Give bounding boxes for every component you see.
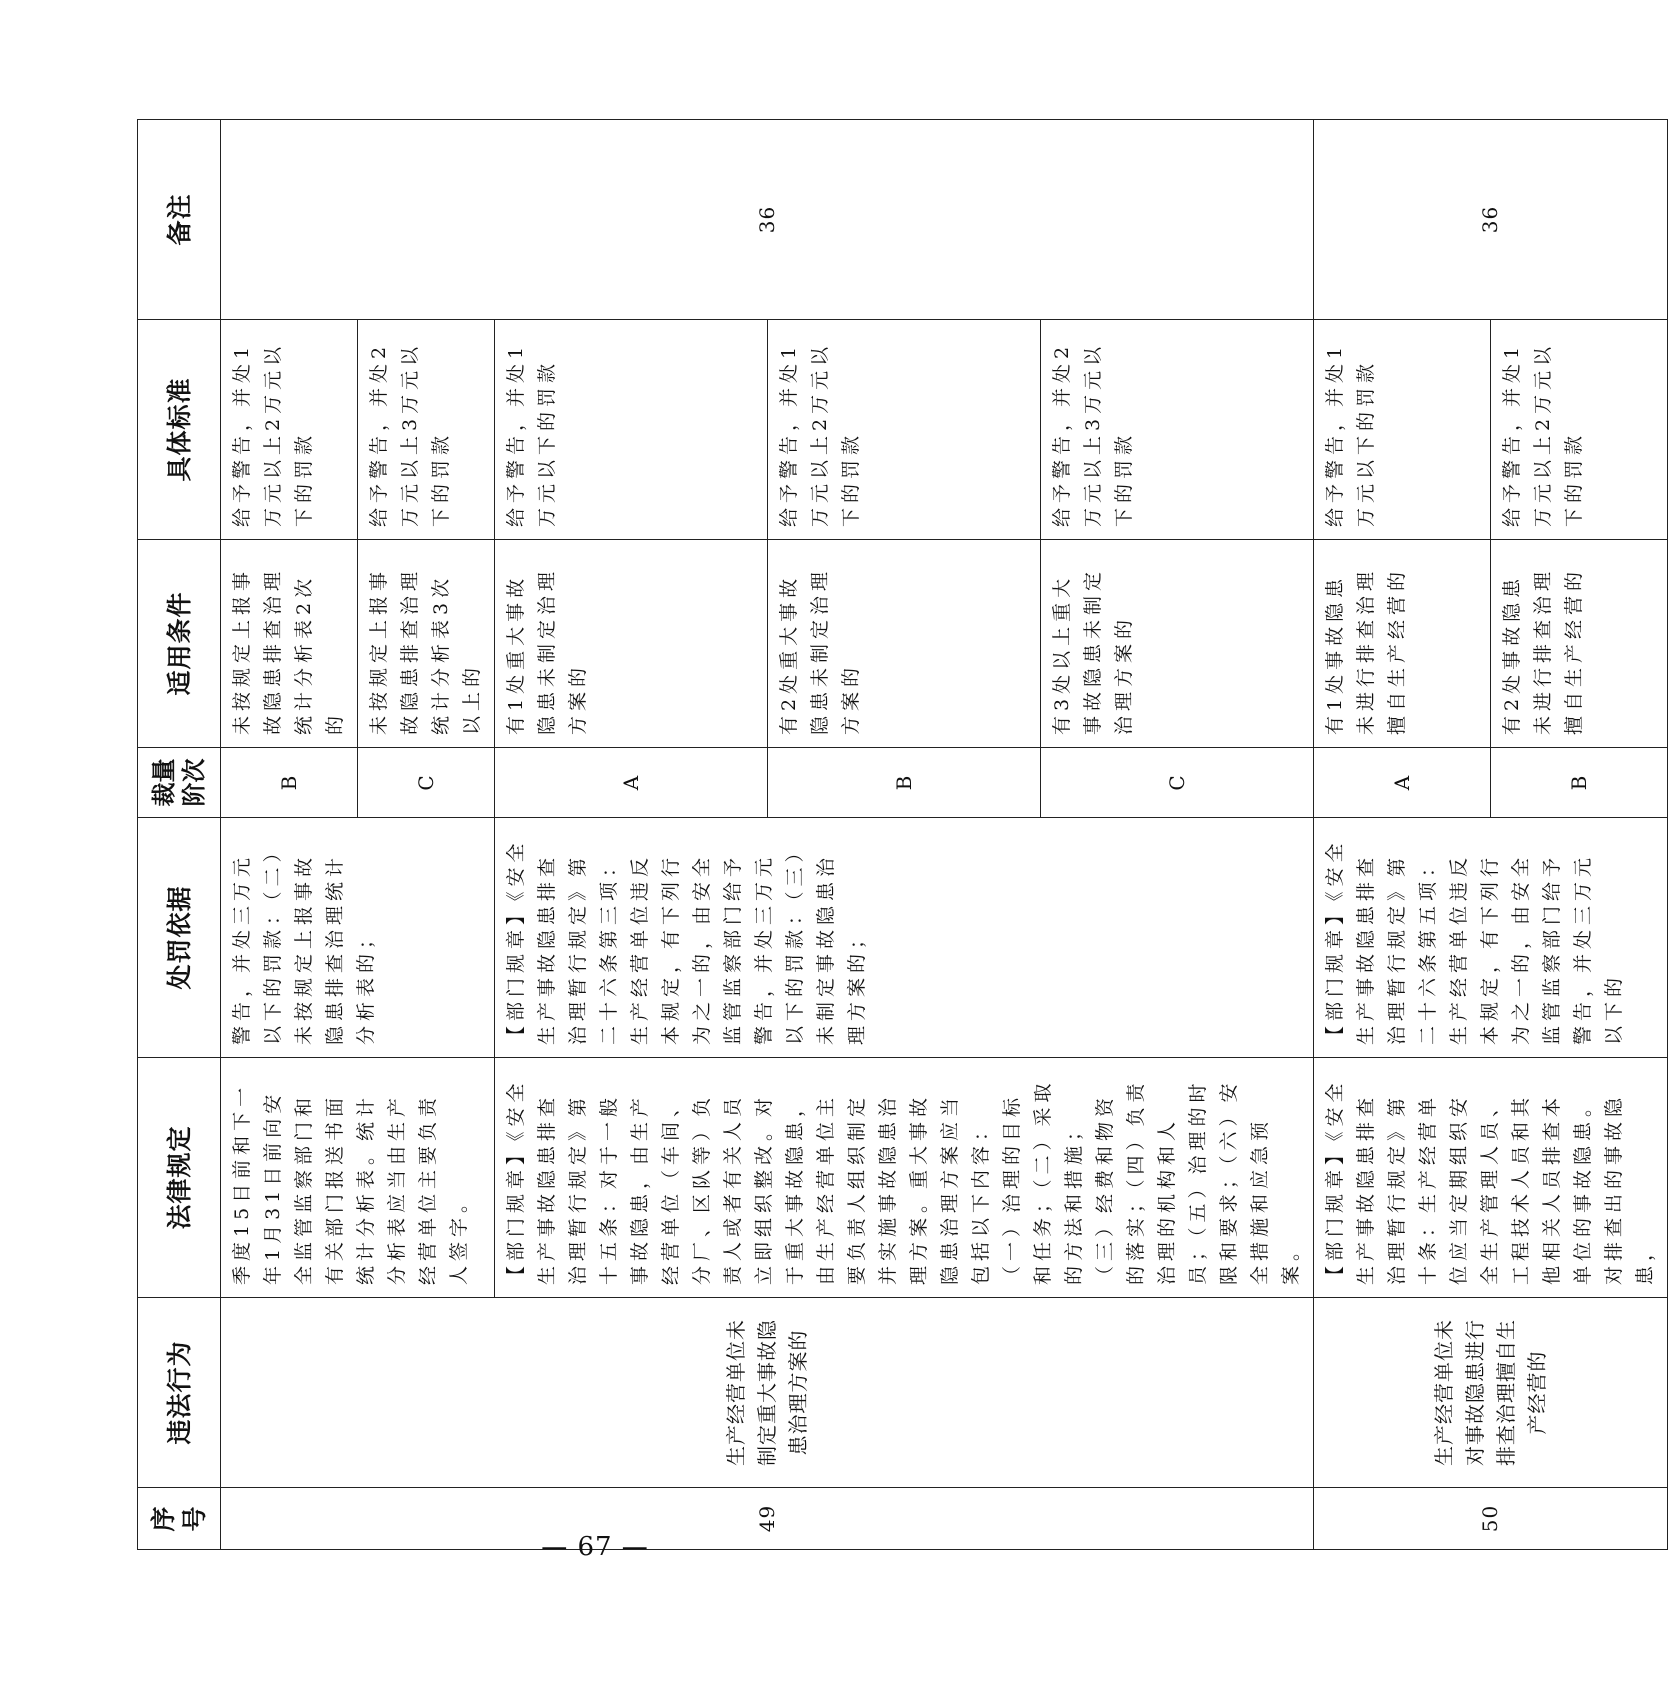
tier-cell-49-c: C	[1041, 748, 1314, 818]
table-row	[221, 120, 358, 1550]
header-standard: 具体标准	[138, 320, 221, 540]
penalty-cell-continuation: 警告，并处三万元以下的罚款：（二）未按规定上报事故隐患排查治理统计分析表的；	[221, 818, 495, 1058]
penalty-cell-50: 【部门规章】《安全生产事故隐患排查治理暂行规定》第二十六条第五项：生产经营单位违反本规定，有下列行为之一的，由安全监管监察部门给予警告，并处三万元以下的	[1314, 818, 1668, 1058]
tier-cell-cont-c: C	[358, 748, 495, 818]
header-law: 法律规定	[138, 1058, 221, 1298]
condition-cell-49-b: 有2处重大事故隐患未制定治理方案的	[768, 540, 1041, 748]
standard-cell-cont-b: 给予警告，并处1万元以上2万元以下的罚款	[221, 320, 358, 540]
condition-cell-cont-c: 未按规定上报事故隐患排查治理统计分析表3次以上的	[358, 540, 495, 748]
condition-cell-49-a: 有1处重大事故隐患未制定治理方案的	[495, 540, 768, 748]
standard-cell-50-a: 给予警告，并处1万元以下的罚款	[1314, 320, 1491, 540]
header-condition: 适用条件	[138, 540, 221, 748]
header-violation: 违法行为	[138, 1298, 221, 1488]
penalty-discretion-table	[137, 119, 1668, 1550]
tier-cell-49-a: A	[495, 748, 768, 818]
header-penalty-basis: 处罚依据	[138, 818, 221, 1058]
header-seq: 序号	[138, 1488, 221, 1550]
standard-cell-49-a: 给予警告，并处1万元以下的罚款	[495, 320, 768, 540]
law-cell-continuation: 季度15日前和下一年1月31日前向安全监管监察部门和有关部门报送书面统计分析表。统计分析表应当由生产经营单位主要负责人签字。	[221, 1058, 495, 1298]
seq-cell-50: 50	[1314, 1488, 1668, 1550]
page-number: — 67 —	[541, 1532, 649, 1562]
tier-cell-50-a: A	[1314, 748, 1491, 818]
condition-cell-49-c: 有3处以上重大事故隐患未制定治理方案的	[1041, 540, 1314, 748]
header-tier: 裁量阶次	[138, 748, 221, 818]
violation-cell-50: 生产经营单位未对事故隐患进行排查治理擅自生产经营的	[1314, 1298, 1668, 1488]
remark-cell-50: 36	[1314, 120, 1668, 320]
condition-cell-50-b: 有2处事故隐患未进行排查治理擅自生产经营的	[1491, 540, 1668, 748]
header-remark: 备注	[138, 120, 221, 320]
law-cell-50: 【部门规章】《安全生产事故隐患排查治理暂行规定》第十条：生产经营单位应当定期组织安全生产管理人员、工程技术人员和其他相关人员排查本单位的事故隐患。对排查出的事故隐患，	[1314, 1058, 1668, 1298]
standard-cell-50-b: 给予警告，并处1万元以上2万元以下的罚款	[1491, 320, 1668, 540]
rotated-table-wrapper	[137, 120, 1656, 1550]
condition-cell-cont-b: 未按规定上报事故隐患排查治理统计分析表2次的	[221, 540, 358, 748]
violation-cell-49: 生产经营单位未制定重大事故隐患治理方案的	[221, 1298, 1314, 1488]
tier-cell-50-b: B	[1491, 748, 1668, 818]
standard-cell-49-b: 给予警告，并处1万元以上2万元以下的罚款	[768, 320, 1041, 540]
remark-cell-49: 36	[221, 120, 1314, 320]
penalty-cell-49: 【部门规章】《安全生产事故隐患排查治理暂行规定》第二十六条第三项：生产经营单位违反本规定，有下列行为之一的，由安全监管监察部门给予警告，并处三万元以下的罚款：（三）未制定事故隐患治理方案的；	[495, 818, 1314, 1058]
header-row	[138, 120, 221, 1550]
seq-cell-49: 49	[221, 1488, 1314, 1550]
condition-cell-50-a: 有1处事故隐患未进行排查治理擅自生产经营的	[1314, 540, 1491, 748]
law-cell-49: 【部门规章】《安全生产事故隐患排查治理暂行规定》第十五条：对于一般事故隐患，由生产经营单位（车间、分厂、区队等）负责人或者有关人员立即组织整改。对于重大事故隐患，由生产经营单位主要负责人组织制定并实施事故隐患治理方案。重大事故隐患治理方案应当包括以下内容：（一）治理的目标和任务；（二）采取的方法和措施；（三）经费和物资的落实；（四）负责治理的机构和人员；（五）治理的时限和要求；（六）安全措施和应急预案。	[495, 1058, 1314, 1298]
standard-cell-49-c: 给予警告，并处2万元以上3万元以下的罚款	[1041, 320, 1314, 540]
tier-cell-cont-b: B	[221, 748, 358, 818]
tier-cell-49-b: B	[768, 748, 1041, 818]
standard-cell-cont-c: 给予警告，并处2万元以上3万元以下的罚款	[358, 320, 495, 540]
table-row	[1314, 120, 1491, 1550]
